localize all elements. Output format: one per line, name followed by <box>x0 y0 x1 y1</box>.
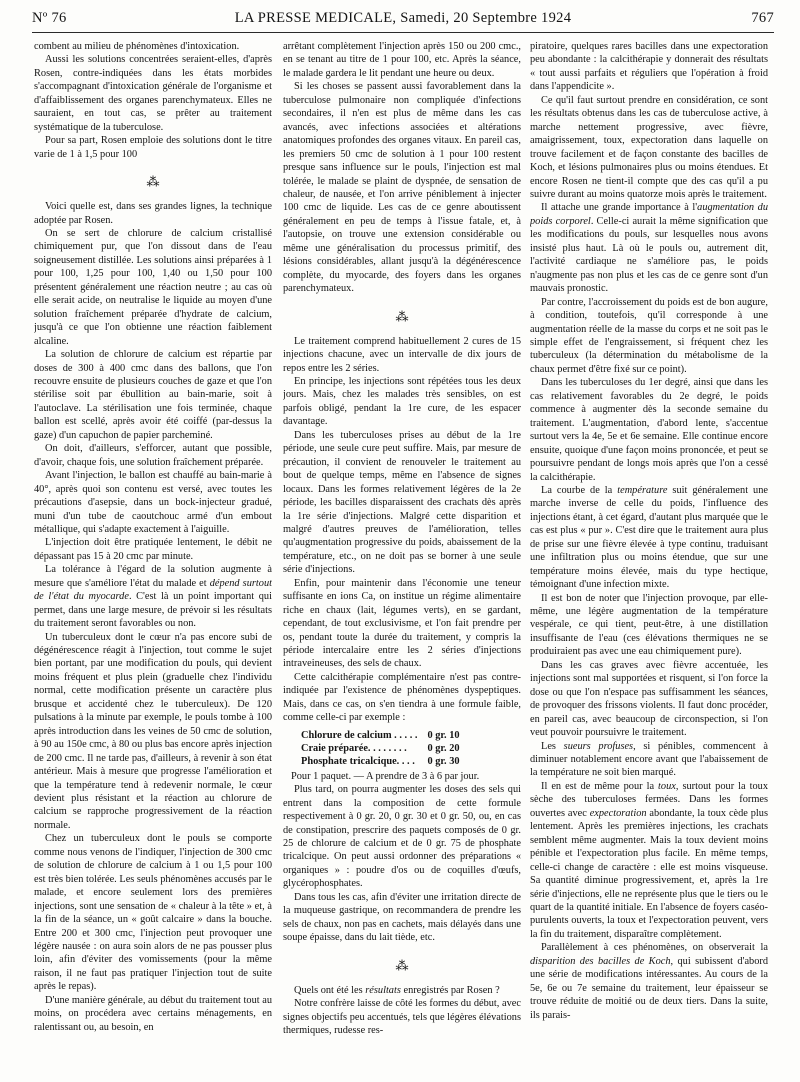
paragraph: Parallèlement à ces phénomènes, on observerait la disparition des bacilles de Koch, qui subissent d'abord une série de modifications intéressantes. Au cours de la 5e, 6e ou 7e semaine du traitement, leur épaisseur se trouve réduite de moitié ou de deux tiers. Dans la suite, ils parais- <box>530 942 768 1021</box>
paragraph: Le traitement comprend habituellement 2 cures de 15 injections chacune, avec un intervalle de dix jours de repos entre les 2 séries. <box>283 335 521 374</box>
paragraph: Aussi les solutions concentrées seraient-elles, d'après Rosen, contre-indiquées dans les états morbides s'accompagnant d'intoxication générale de l'organisme et d'affaiblissement des organes parenchymateux. Elles ne sauraient, en tout cas, se prêter au traitement systématique de la tuberculose. <box>34 54 272 133</box>
page-number: 767 <box>751 10 774 26</box>
paragraph: Notre confrère laisse de côté les formes du début, avec signes objectifs peu accentués, tels que légères élévations thermiques, rudesse res- <box>283 998 521 1036</box>
paragraph: Ce qu'il faut surtout prendre en considération, ce sont les résultats obtenus dans les cas de tuberculose active, à marche nettement progressive, avec fièvre, amaigrissement, toux, expectoration dans laquelle on trouve facilement et de façon constante des bacilles de Koch, et lésions pulmonaires plus ou moins étendues. Et encore Rosen ne tient-il compte que des cas qu'il a pu suivre durant au moins quatorze mois après le traitement. <box>530 94 768 200</box>
paragraph: On se sert de chlorure de calcium cristallisé chimiquement pur, que l'on dissout dans de l'eau soigneusement distillée. Les solutions ainsi préparées à 1 pour 100, 1,25 pour 100, 1,40 ou 1,50 pour 100 présentent généralement une réaction neutre ; au cas où elle serait acide, on neutralise le liquide au moyen d'une solution fraîchement préparée d'hydrate de calcium, jusqu'à ce que l'on obtienne une réaction faiblement alcaline. <box>34 227 272 347</box>
paragraph: Les sueurs profuses, si pénibles, commencent à diminuer notablement encore avant que l'abaissement de la température ne soit bien marqué. <box>530 740 768 779</box>
emphasis: résultats <box>365 984 401 996</box>
paragraph: On doit, d'ailleurs, s'efforcer, autant que possible, d'avoir, chaque fois, une solution fraîchement préparée. <box>34 443 272 468</box>
paragraph: Pour sa part, Rosen emploie des solutions dont le titre varie de 1 à 1,5 pour 100 <box>34 135 272 160</box>
paragraph: Par contre, l'accroissement du poids est de bon augure, à condition, toutefois, qu'il corresponde à une augmentation réelle de la masse du corps et ne soit pas le simple effet de l'engraissement, si fréquent chez les tuberculeux (la détermination du métabolisme de la chaux permet d'être fixé sur ce point). <box>530 296 768 375</box>
paragraph: Il attache une grande importance à l'augmentation du poids corporel. Celle-ci aurait la même signification que les modifications du pouls, sur lesquelles nous avons insisté plus haut. Là où le pouls ou, autrement dit, l'activité cardiaque ne s'améliore pas, le poids n'augmente pas non plus et les cas de ce genre sont d'un mauvais pronostic. <box>530 202 768 295</box>
paragraph: Cette calcithérapie complémentaire n'est pas contre-indiquée par l'existence de phénomènes dyspeptiques. Mais, dans ce cas, on s'en tiendra à une formule faible, comme celle-ci par exemple : <box>283 671 521 724</box>
paragraph: arrêtant complètement l'injection après 150 ou 200 cmc., en se tenant au titre de 1 pour 100, etc. Après la séance, le malade gardera le lit pendant une heure ou deux. <box>283 41 521 79</box>
paragraph: En principe, les injections sont répétées tous les deux jours. Mais, chez les malades très sensibles, on est parfois obligé, pendant la 1re cure, de les espacer davantage. <box>283 375 521 428</box>
prescription-row: Craie préparée. . . . . . . . 0 gr. 20 <box>301 742 460 754</box>
paragraph: Avant l'injection, le ballon est chauffé au bain-marie à 40°, après quoi son contenu est versé, avec toutes les précautions d'asepsie, dans un bock-injecteur gradué, muni d'un tube de caoutchouc armé d'un embout métallique, qui s'adapte exactement à l'aiguille. <box>34 470 272 535</box>
paragraph: Dans les cas graves avec fièvre accentuée, les injections sont mal supportées et risquent, si l'on force la dose ou que l'on n'espace pas suffisamment les séances, de provoquer des frissons violents. Il faut donc procéder, en pareil cas, avec beaucoup de circonspection, si l'on veut pouvoir poursuivre le traitement. <box>530 659 768 739</box>
emphasis: toux <box>658 780 676 792</box>
prescription-table <box>301 729 470 768</box>
emphasis: disparition des bacilles de Koch <box>530 955 671 967</box>
paragraph: Il est bon de noter que l'injection provoque, par elle-même, une légère augmentation de la température vespérale, ce qui tient, peut-être, à une distillation insuffisante de l'eau (ces élévations thermiques ne se produiraient pas avec une eau chimiquement pure). <box>530 592 768 658</box>
paragraph: Dans les tuberculoses prises au début de la 1re période, une seule cure peut suffire. Mais, par mesure de précaution, il convient de renouveler le traitement au bout de quelque temps, même en l'absence de signes locaux. Dans les formes relativement légères de la 2e période, les bacilles disparaissent des crachats dès après la 1re série d'injections. Malgré cette disparition et malgré d'autres preuves de l'amélioration, telles qu'augmentation progressive du poids, abaissement de la température, etc., on ne doit pas se borner à une seule série d'injections. <box>283 429 521 576</box>
paragraph: D'une manière générale, au début du traitement tout au moins, on procédera avec certains ménagements, en ralentissant ou, au besoin, en <box>34 994 272 1033</box>
paragraph: Enfin, pour maintenir dans l'économie une teneur suffisante en ions Ca, on institue un régime alimentaire riche en chaux (lait, légumes verts), en se gardant, cependant, de tout exclusivisme, et l'on fait prendre per os, pendant toute la durée du traitement, y compris la période intercalaire entre les 2 séries d'injections intraveineuses, des sels de chaux. <box>283 577 521 670</box>
paragraph: La courbe de la température suit généralement une marche inverse de celle du poids, l'influence des injections étant, à cet égard, d'autant plus marquée que le cas est plus « pur ». C'est dire que le traitement aura plus de prise sur une fièvre élevée à type continu, traduisant une infiltration plus ou moins étendue, que sur une température moins élevée, mais du type hectique, témoignant d'une infection mixte. <box>530 484 768 591</box>
column-1 <box>34 40 272 1078</box>
prescription-note: Pour 1 paquet. — A prendre de 3 à 6 par jour. <box>291 770 480 782</box>
paragraph: La tolérance à l'égard de la solution augmente à mesure que s'améliore l'état du malade et dépend surtout de l'état du myocarde. C'est là un point important qui permet, dans une large mesure, de prévoir si les résultats du traitement seront favorables ou non. <box>34 564 272 630</box>
emphasis: expectoration <box>589 807 647 819</box>
prescription-row: Phosphate tricalcique. . . . 0 gr. 30 <box>301 755 460 767</box>
column-3 <box>530 40 768 1078</box>
paragraph: Chez un tuberculeux dont le pouls se comporte comme nous venons de l'indiquer, l'injection de 300 cmc de solution de chlorure de calcium à 1 ou 1,5 pour 100 est très bien tolérée. Les seuls phénomènes accusés par le malade, et encore seulement lors des premières injections, sont une sensation de « chaleur à la tête » et, à la fin de la séance, un « goût calcaire » dans la bouche. Entre 200 et 300 cmc, l'injection peut provoquer une légère nausée : on aura soin alors de ne pas pousser plus loin, afin d'éviter des vomissements (pour la même raison, il ne faut pas pratiquer l'injection tout de suite après le repas). <box>34 833 272 993</box>
emphasis: dépend surtout de l'état du myocarde <box>34 577 272 603</box>
paragraph: Plus tard, on pourra augmenter les doses des sels qui entrent dans la composition de cette formule respectivement à 0 gr. 20, 0 gr. 30 et 0 gr. 50, ou, en cas de constipation, prescrire des paquets composés de 0 gr. 25 de chlorure de calcium et de 0 gr. 75 de phosphate tricalcique. On peut aussi ordonner des préparations « organiques » : poudre d'os ou de coquilles d'œufs, glycérophosphates. <box>283 784 521 890</box>
paragraph: Quels ont été les résultats enregistrés par Rosen ? <box>294 984 500 996</box>
paragraph: Il en est de même pour la toux, surtout pour la toux sèche des tuberculoses fermées. Dans les formes ouvertes avec expectoration abondante, la toux cède plus lentement. Après les premières injections, les crachats semblent même augmenter. Mais la toux devient moins pénible et l'expectoration plus facile. En même temps, celle-ci change de caractère : elle est moins visqueuse. Sa quantité diminue progressivement, et, après la 1re série d'injections, elle ne représente plus que le tiers ou le quart de la quantité initiale. En l'absence de foyers caséo-purulents ouverts, la toux et l'expectoration peuvent, vers la fin du traitement, disparaître complètement. <box>530 780 768 940</box>
paragraph: L'injection doit être pratiquée lentement, le débit ne dépassant pas 15 à 20 cmc par minute. <box>34 537 272 562</box>
section-ornament: ⁂ <box>395 957 409 973</box>
page-header <box>32 4 774 33</box>
emphasis: sueurs profuses <box>563 740 634 752</box>
paragraph: piratoire, quelques rares bacilles dans une expectoration peu abondante : la calcithérapie y donnerait des résultats « tout aussi parfaits et réguliers que l'opération à froid dans l'appendicite ». <box>530 41 768 93</box>
paragraph: combent au milieu de phénomènes d'intoxication. <box>34 41 240 52</box>
emphasis: température <box>617 484 668 496</box>
paragraph: Si les choses se passent aussi favorablement dans la tuberculose pulmonaire non compliquée d'infections secondaires, il n'en est plus de même dans les cas avancés, avec infections associées et altérations anatomiques profondes des organes vitaux. En pareil cas, les premiers 50 cmc de solution à 1 pour 100 restent presque sans influence sur le pouls, l'injection est mal tolérée, le malade se plaint de dyspnée, de sensation de chaleur, de nausée, et l'on arrive péniblement à injecter 100 cmc de liquide. Les cas de ce genre aboutissent généralement en peu de temps à l'issue fatale, et, à l'autopsie, on trouve une extension considérable ou même une généralisation du processus primitif, des lésions considérables, allant jusqu'à la dégénérescence complète, du myocarde, des foyers dans les organes parenchymateux. <box>283 81 521 295</box>
section-ornament: ⁂ <box>395 308 409 324</box>
column-2 <box>283 40 521 1078</box>
paragraph: Voici quelle est, dans ses grandes lignes, la technique adoptée par Rosen. <box>34 201 272 226</box>
emphasis: augmentation du poids corporel <box>530 202 768 227</box>
section-ornament: ⁂ <box>146 174 160 190</box>
paragraph: Dans les tuberculoses du 1er degré, ainsi que dans les cas relativement favorables du 2e degré, le poids commence à augmenter dès la seconde semaine du traitement. L'augmentation, d'abord lente, s'accentue surtout vers la 4e, 5e et 6e semaine. Elle continue encore ensuite, quoique d'une façon moins prononcée, et peut se poursuivre pendant de longs mois après que l'on a cessé la calcithérapie. <box>530 377 768 483</box>
paragraph: La solution de chlorure de calcium est répartie par doses de 300 à 400 cmc dans des ballons, que l'on recouvre ensuite de plusieurs couches de gaze et que l'on stérilise soit par ébullition au bain-marie, soit à l'autoclave. La stérilisation une fois terminée, chaque ballon est scellé, après avoir été coiffé (par-dessus la gaze) d'un capuchon de papier parcheminé. <box>34 349 272 441</box>
running-title: LA PRESSE MEDICALE, Samedi, 20 Septembre 1924 <box>234 10 572 26</box>
paragraph: Un tuberculeux dont le cœur n'a pas encore subi de dégénérescence réagit à l'injection, tout comme le sujet bien portant, par une modification du pouls, qui devient moins fréquent et plus plein (graduelle chez l'individu normal, cette modification présente un caractère plus brusque et accidenté chez le tuberculeux). De 120 pulsations à la minute par exemple, le pouls tombe à 100 après introduction dans les veines de 50 cmc de solution, à 90 au 150e cmc, à 80 ou plus bas encore après injection de 200 cmc. Il ne tarde pas, d'ailleurs, à revenir à son état antérieur. Mais à mesure que progresse l'amélioration et que la température tend à redevenir normale, le cœur devient plus résistant et la réaction au chlorure de calcium se rapproche progressivement de la réaction normale. <box>34 631 272 831</box>
issue-number: Nº 76 <box>32 10 67 26</box>
prescription-row: Chlorure de calcium . . . . . 0 gr. 10 <box>301 729 460 741</box>
paragraph: Dans tous les cas, afin d'éviter une irritation directe de la muqueuse gastrique, on recommandera de prendre les sels de chaux, non pas en cachets, mais délayés dans une soupe épaisse, dans du lait tiède, etc. <box>283 891 521 944</box>
